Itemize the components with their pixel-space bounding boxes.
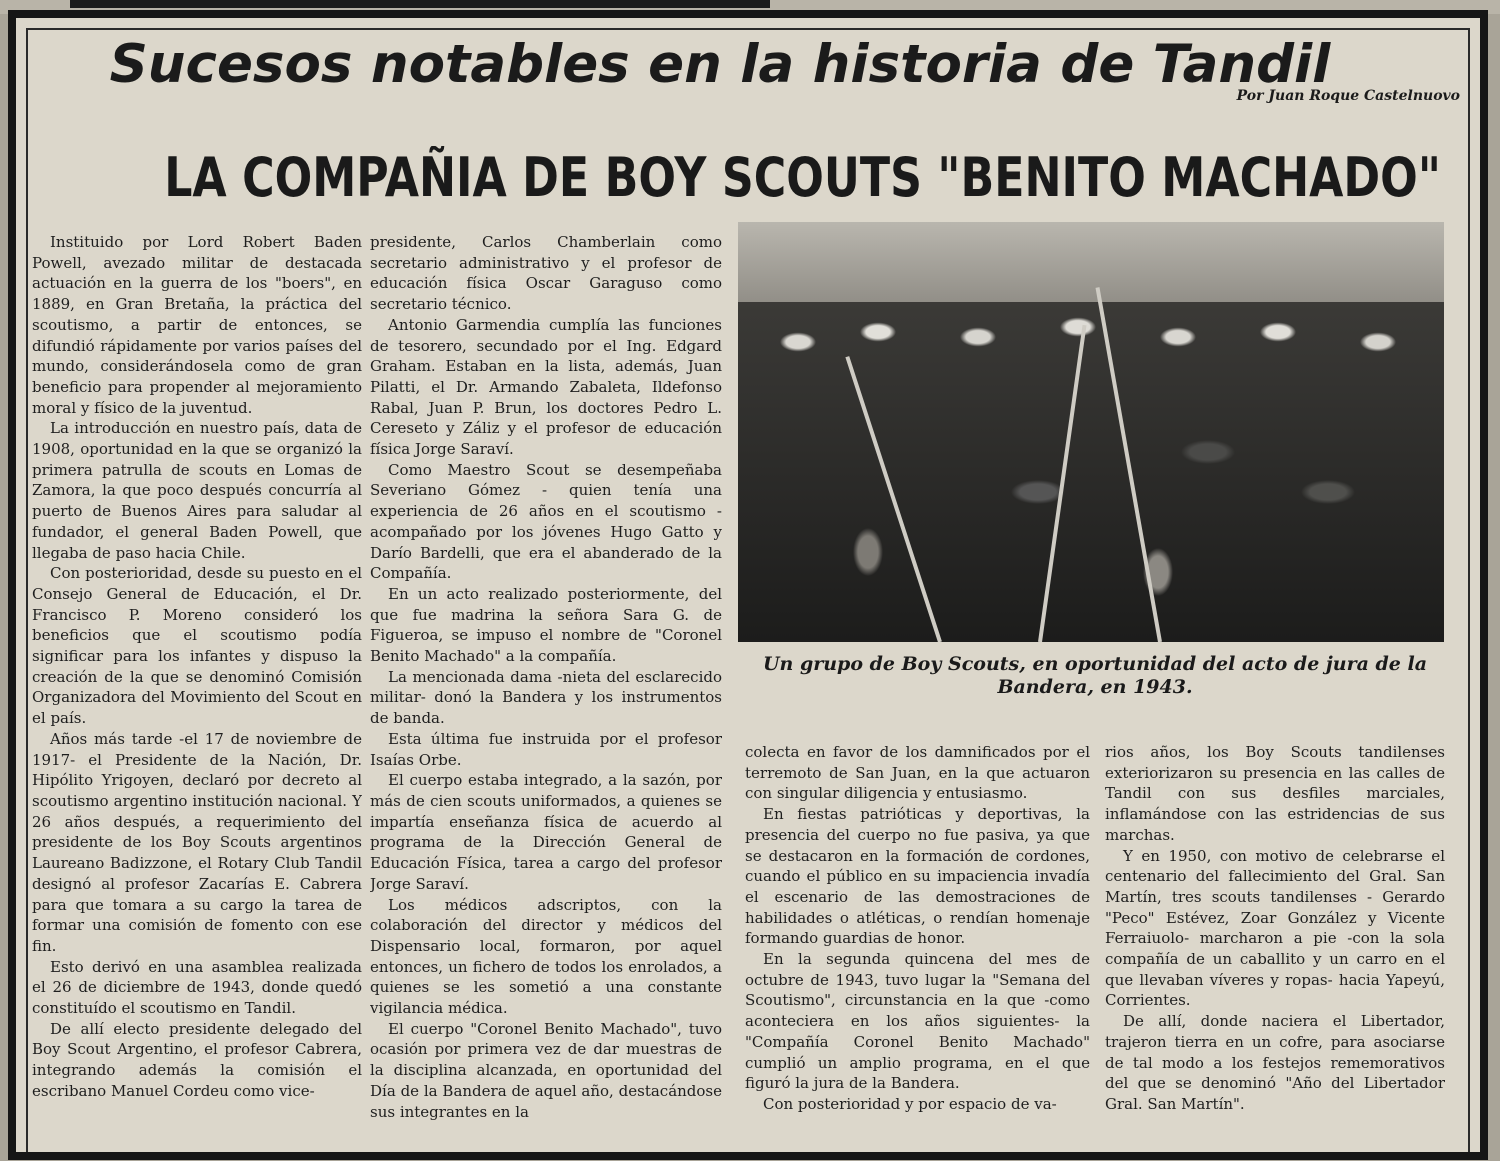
section-kicker: Sucesos notables en la historia de Tandil (109, 34, 1331, 95)
paragraph: Con posterioridad, desde su puesto en el Consejo General de Educación, el Dr. Francisco P. Moreno consideró los beneficios que el scoutismo podía significar para los infantes y dispuso la creación de la que se denominó Comisión Organizadora del Movimiento del Scout en el país. (32, 564, 362, 728)
caption-line: Un grupo de Boy Scouts, en oportunidad del acto de jura de la (762, 653, 1428, 675)
paragraph: En fiestas patrióticas y deportivas, la presencia del cuerpo no fue pasiva, ya que se destacaron en la formación de cordones, cuando el público en su impaciencia invadía el escenario de las demostraciones de habilidades o atléticas, o rendían homenaje formando guardias de honor. (745, 805, 1090, 948)
paragraph: El cuerpo "Coronel Benito Machado", tuvo ocasión por primera vez de dar muestras de la disciplina alcanzada, en oportunidad del Día de la Bandera de aquel año, destacándose sus integrantes en la (370, 1019, 722, 1121)
paragraph: La mencionada dama -nieta del esclarecido militar- donó la Bandera y los instrumentos de banda. (370, 667, 722, 728)
paragraph: Instituido por Lord Robert Baden Powell, avezado militar de destacada actuación en la guerra de los "boers", en 1889, en Gran Bretaña, la práctica del scoutismo, a partir de entonces, se difundió rápidamente por varios países del mundo, considerándosela como de gran beneficio para propender al mejoramiento moral y físico de la juventud. (32, 233, 362, 417)
paragraph: rios años, los Boy Scouts tandilenses exteriorizaron su presencia en las calles de Tandil con sus desfiles marciales, inflamándose con las estridencias de sus marchas. (1105, 743, 1445, 844)
headline: LA COMPAÑIA DE BOY SCOUTS "BENITO MACHADO" (164, 146, 1441, 209)
paragraph: Los médicos adscriptos, con la colaboración del director y médicos del Dispensario local, formaron, por aquel entonces, un fichero de todos los enrolados, a quienes se les sometió a una constante vigilancia médica. (370, 895, 722, 1018)
byline: Por Juan Roque Castelnuovo (1236, 88, 1460, 104)
paragraph: De allí, donde naciera el Libertador, trajeron tierra en un cofre, para asociarse de tal modo a los festejos rememorativos del que se denominó "Año del Libertador Gral. San Martín". (1105, 1012, 1445, 1113)
paragraph: Esta última fue instruida por el profesor Isaías Orbe. (370, 729, 722, 769)
paragraph: De allí electo presidente delegado del Boy Scout Argentino, el profesor Cabrera, integrando además la comisión el escribano Manuel Cordeu como vice- (32, 1019, 362, 1100)
paragraph: Con posterioridad y por espacio de va- (763, 1094, 1057, 1113)
paragraph: Años más tarde -el 17 de noviembre de 1917- el Presidente de la Nación, Dr. Hipólito Yrigoyen, declaró por decreto al scoutismo argentino institución nacional. Y 26 años después, a requerimiento del presidente de los Boy Scouts argentinos Laureano Badizzone, el Rotary Club Tandil designó al profesor Zacarías E. Cabrera para que tomara a su cargo la tarea de formar una comisión de fomento con ese fin. (32, 729, 362, 955)
text-column-1 (32, 232, 362, 1142)
paragraph: La introducción en nuestro país, data de 1908, oportunidad en la que se organizó la primera patrulla de scouts en Lomas de Zamora, la que poco después concurría al puerto de Buenos Aires para saludar al fundador, el general Baden Powell, que llegaba de paso hacia Chile. (32, 419, 362, 562)
paragraph: colecta en favor de los damnificados por el terremoto de San Juan, en la que actuaron con singular diligencia y entusiasmo. (745, 743, 1090, 803)
paragraph: Y en 1950, con motivo de celebrarse el centenario del fallecimiento del Gral. San Martín, tres scouts tandilenses - Gerardo "Peco" Estévez, Zoar González y Vicente Ferraiuolo- marcharon a pie -con la sola compañía de un caballito y un carro en el que llevaban víveres y ropas- hacia Yapeyú, Corrientes. (1105, 846, 1445, 1010)
paragraph: Antonio Garmendia cumplía las funciones de tesorero, secundado por el Ing. Edgard Graham. Estaban en la lista, además, Juan Pilatti, el Dr. Armando Zabaleta, Ildefonso Rabal, Juan P. Brun, los doctores Pedro L. Cereseto y Záliz y el profesor de educación física Jorge Saraví. (370, 315, 722, 459)
paragraph: En un acto realizado posteriormente, del que fue madrina la señora Sara G. de Figueroa, se impuso el nombre de "Coronel Benito Machado" a la compañía. (370, 584, 722, 666)
photo-sky (738, 222, 1444, 312)
text-column-4 (1105, 742, 1445, 1142)
photo-crowd (738, 302, 1444, 642)
paragraph: Esto derivó en una asamblea realizada el 26 de diciembre de 1943, donde quedó constituído el scoutismo en Tandil. (32, 957, 362, 1018)
text-column-3 (745, 742, 1090, 1142)
paragraph: En la segunda quincena del mes de octubre de 1943, tuvo lugar la "Semana del Scoutismo", circunstancia en la que -como aconteciera en los años siguientes- la "Compañía Coronel Benito Machado" cumplió un amplio programa, en el que figuró la jura de la Bandera. (745, 950, 1090, 1093)
caption-line: Bandera, en 1943. (997, 676, 1193, 698)
paragraph: El cuerpo estaba integrado, a la sazón, por más de cien scouts uniformados, a quienes se impartía enseñanza física de acuerdo al programa de la Dirección General de Educación Física, tarea a cargo del profesor Jorge Saraví. (370, 771, 722, 893)
photo-caption (750, 653, 1440, 699)
boy-scouts-photo (738, 222, 1444, 642)
text-column-2 (370, 232, 722, 1142)
paragraph: Como Maestro Scout se desempeñaba Severiano Gómez - quien tenía una experiencia de 26 años en el scoutismo - acompañado por los jóvenes Hugo Gatto y Darío Bardelli, que era el abanderado de la Compañía. (370, 460, 722, 583)
paragraph: presidente, Carlos Chamberlain como secretario administrativo y el profesor de educación física Oscar Garaguso como secretario técnico. (370, 233, 722, 314)
black-rule (70, 0, 770, 8)
